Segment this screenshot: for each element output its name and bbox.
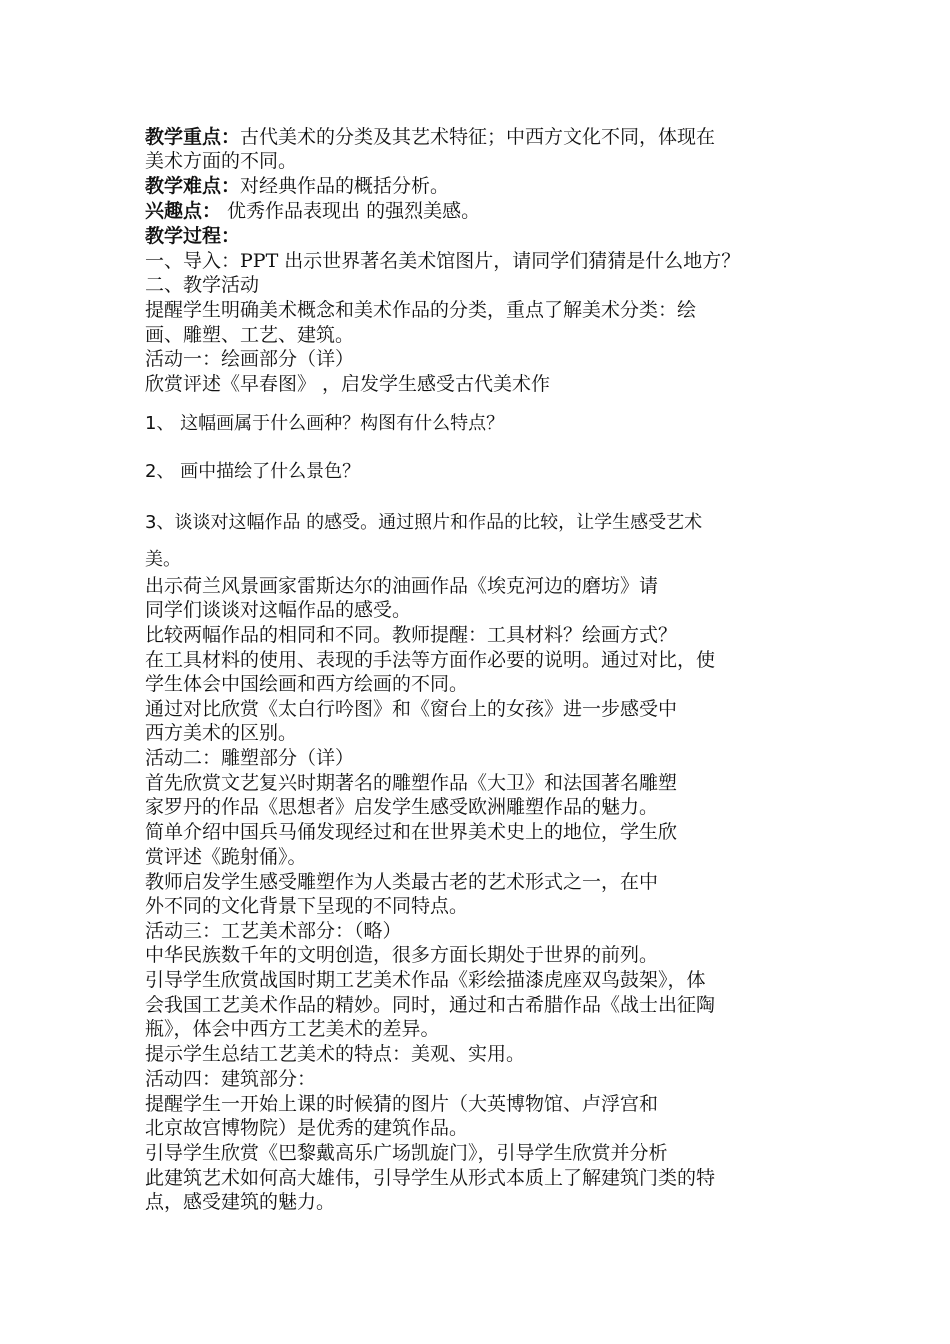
paragraph-line: 在工具材料的使用、表现的手法等方面作必要的说明。通过对比，使: [145, 649, 716, 671]
paragraph-line: 提示学生总结工艺美术的特点：美观、实用。: [145, 1043, 526, 1065]
teaching-difficulty-text: 对经典作品的概括分析。: [240, 175, 450, 197]
paragraph-line: 比较两幅作品的相同和不同。教师提醒：工具材料？绘画方式？: [145, 624, 678, 646]
paragraph-line: 赏评述《跪射俑》。: [145, 846, 307, 868]
paragraph-line: 外不同的文化背景下呈现的不同特点。: [145, 895, 469, 917]
interest-point-label: 兴趣点：: [145, 200, 222, 222]
paragraph-line: 提醒学生一开始上课的时候猜的图片（大英博物馆、卢浮宫和: [145, 1093, 659, 1115]
question-3: 3、谈谈对这幅作品 的感受。通过照片和作品的比较，让学生感受艺术: [145, 512, 703, 533]
paragraph-line: 教师启发学生感受雕塑作为人类最古老的艺术形式之一，在中: [145, 871, 659, 893]
paragraph-line: 会我国工艺美术作品的精妙。同时，通过和古希腊作品《战士出征陶: [145, 994, 716, 1016]
paragraph-line: 提醒学生明确美术概念和美术作品的分类，重点了解美术分类：绘: [145, 299, 697, 321]
activity-four-title: 活动四：建筑部分：: [145, 1068, 317, 1090]
interest-point-line: [145, 199, 480, 223]
teaching-difficulty-line: [145, 174, 449, 198]
intro-line: 一、导入：PPT 出示世界著名美术馆图片，请同学们猜猜是什么地方？: [145, 250, 741, 272]
question-2: 2、 画中描绘了什么景色？: [145, 461, 361, 482]
paragraph-line: 点，感受建筑的魅力。: [145, 1191, 336, 1213]
paragraph-line: 此建筑艺术如何高大雄伟，引导学生从形式本质上了解建筑门类的特: [145, 1167, 716, 1189]
teaching-focus-line: [145, 125, 715, 149]
paragraph-line: 欣赏评述《早春图》 ，启发学生感受古代美术作: [145, 373, 551, 395]
paragraph-line: 北京故宫博物院）是优秀的建筑作品。: [145, 1117, 469, 1139]
teaching-focus-continued: 美术方面的不同。: [145, 150, 298, 172]
paragraph-line: 画、雕塑、工艺、建筑。: [145, 324, 355, 346]
paragraph-line: 西方美术的区别。: [145, 722, 298, 744]
activity-three-title: 活动三：工艺美术部分：（略）: [145, 920, 402, 942]
question-1: 1、 这幅画属于什么画种？构图有什么特点？: [145, 413, 505, 434]
activity-heading: 二、教学活动: [145, 274, 260, 296]
paragraph-line: 学生体会中国绘画和西方绘画的不同。: [145, 673, 469, 695]
paragraph-line: 引导学生欣赏战国时期工艺美术作品《彩绘描漆虎座双鸟鼓架》，体: [145, 969, 706, 991]
paragraph-line: 简单介绍中国兵马俑发现经过和在世界美术史上的地位，学生欣: [145, 821, 678, 843]
teaching-focus-text: 古代美术的分类及其艺术特征；中西方文化不同，体现在: [240, 126, 716, 148]
teaching-focus-label: 教学重点：: [145, 126, 241, 148]
paragraph-line: 中华民族数千年的文明创造，很多方面长期处于世界的前列。: [145, 944, 659, 966]
paragraph-line: 首先欣赏文艺复兴时期著名的雕塑作品《大卫》和法国著名雕塑: [145, 772, 678, 794]
teaching-process-heading: 教学过程：: [145, 225, 241, 247]
paragraph-line: 引导学生欣赏《巴黎戴高乐广场凯旋门》，引导学生欣赏并分析: [145, 1142, 668, 1164]
question-3-continued: 美。: [145, 549, 181, 570]
activity-one-title: 活动一：绘画部分（详）: [145, 348, 355, 370]
paragraph-line: 通过对比欣赏《太白行吟图》和《窗台上的女孩》进一步感受中: [145, 698, 678, 720]
paragraph-line: 同学们谈谈对这幅作品的感受。: [145, 599, 412, 621]
paragraph-line: 出示荷兰风景画家雷斯达尔的油画作品《埃克河边的磨坊》请: [145, 575, 659, 597]
teaching-difficulty-label: 教学难点：: [145, 175, 241, 197]
paragraph-line: 瓶》，体会中西方工艺美术的差异。: [145, 1018, 440, 1040]
interest-point-text: 优秀作品表现出 的强烈美感。: [221, 200, 481, 222]
paragraph-line: 家罗丹的作品《思想者》启发学生感受欧洲雕塑作品的魅力。: [145, 796, 659, 818]
activity-two-title: 活动二：雕塑部分（详）: [145, 747, 355, 769]
